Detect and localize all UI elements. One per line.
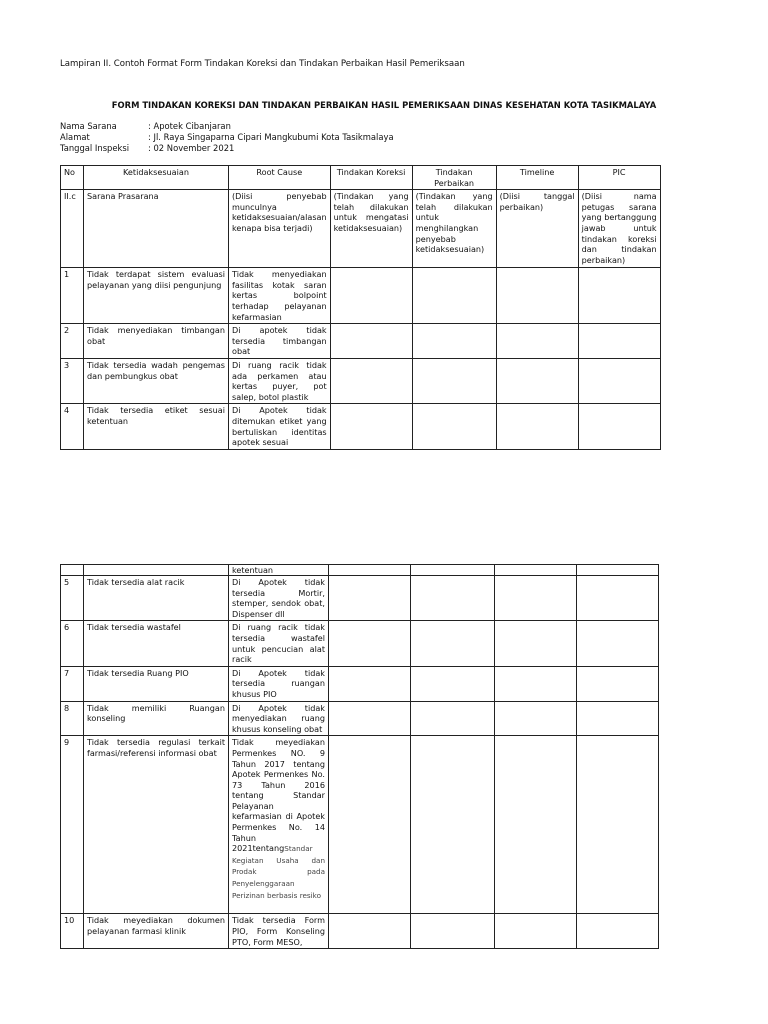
header-tindakan-koreksi: Tindakan Koreksi xyxy=(330,166,412,190)
cell-no: 9 xyxy=(61,736,84,914)
meta-value: : Jl. Raya Singaparna Cipari Mangkubumi Kota Tasikmalaya xyxy=(148,132,394,142)
cell-no xyxy=(61,565,84,576)
cell-perbaikan[interactable] xyxy=(411,666,495,701)
header-root-cause: Root Cause xyxy=(229,166,331,190)
cell-item: Tidak tersedia wadah pengemas dan pembungkus obat xyxy=(84,358,229,403)
cell-no: II.c xyxy=(61,190,84,268)
cell-pic[interactable] xyxy=(577,576,659,621)
cell-timeline[interactable] xyxy=(495,666,577,701)
table-row xyxy=(61,358,661,403)
cell-koreksi[interactable] xyxy=(330,268,412,324)
cell-no: 6 xyxy=(61,621,84,666)
table-row xyxy=(61,324,661,359)
table-row xyxy=(61,736,659,914)
cell-root-cause: Tidak menyediakan fasilitas kotak saran kertas bolpoint terhadap pelayanan kefarmasian xyxy=(229,268,331,324)
cell-perbaikan[interactable] xyxy=(412,268,496,324)
cell-timeline[interactable] xyxy=(496,324,578,359)
cell-item xyxy=(84,565,229,576)
cell-koreksi[interactable] xyxy=(329,666,411,701)
meta-row-alamat xyxy=(60,132,394,143)
cell-root-cause: (Diisi penyebab munculnya ketidaksesuaian/alasan kenapa bisa terjadi) xyxy=(229,190,331,268)
cell-no: 1 xyxy=(61,268,84,324)
cell-perbaikan[interactable] xyxy=(411,736,495,914)
findings-table-page1 xyxy=(60,165,661,450)
header-no: No xyxy=(61,166,84,190)
cell-root-cause xyxy=(229,736,329,914)
table-row xyxy=(61,576,659,621)
cell-item: Tidak tersedia alat racik xyxy=(84,576,229,621)
meta-value: : Apotek Cibanjaran xyxy=(148,121,231,131)
cell-koreksi[interactable] xyxy=(329,576,411,621)
cell-timeline[interactable] xyxy=(495,701,577,736)
table-row xyxy=(61,268,661,324)
cell-item: Tidak memiliki Ruangan konseling xyxy=(84,701,229,736)
cell-perbaikan[interactable] xyxy=(411,621,495,666)
cell-timeline[interactable] xyxy=(495,914,577,949)
table-row xyxy=(61,404,661,449)
cell-timeline[interactable] xyxy=(496,358,578,403)
meta-row-nama xyxy=(60,121,394,132)
cell-pic[interactable] xyxy=(577,666,659,701)
cell-perbaikan: (Tindakan yang telah dilakukan untuk menghilangkan penyebab ketidaksesuaian) xyxy=(412,190,496,268)
cell-item: Tidak tersedia wastafel xyxy=(84,621,229,666)
header-timeline: Timeline xyxy=(496,166,578,190)
cell-pic[interactable] xyxy=(577,914,659,949)
cell-koreksi[interactable] xyxy=(329,914,411,949)
cell-timeline[interactable] xyxy=(496,268,578,324)
cell-koreksi[interactable] xyxy=(329,565,411,576)
document-caption: Lampiran II. Contoh Format Form Tindakan Koreksi dan Tindakan Perbaikan Hasil Pemeriksaan xyxy=(60,59,465,69)
cell-root-cause: Tidak tersedia Form PIO, Form Konseling PTO, Form MESO, xyxy=(229,914,329,949)
cell-koreksi[interactable] xyxy=(329,736,411,914)
header-tindakan-perbaikan: Tindakan Perbaikan xyxy=(412,166,496,190)
cell-item: Tidak tersedia regulasi terkait farmasi/referensi informasi obat xyxy=(84,736,229,914)
cell-koreksi[interactable] xyxy=(329,701,411,736)
cell-perbaikan[interactable] xyxy=(411,576,495,621)
meta-key: Tanggal Inspeksi xyxy=(60,143,130,153)
cell-koreksi[interactable] xyxy=(330,324,412,359)
header-pic: PIC xyxy=(578,166,660,190)
cell-item: Tidak meyediakan dokumen pelayanan farmasi klinik xyxy=(84,914,229,949)
cell-pic[interactable] xyxy=(578,404,660,449)
meta-value: : 02 November 2021 xyxy=(148,143,235,153)
findings-table-page2 xyxy=(60,564,659,949)
cell-pic[interactable] xyxy=(577,701,659,736)
cell-timeline[interactable] xyxy=(495,576,577,621)
cell-no: 10 xyxy=(61,914,84,949)
cell-root-cause: Di Apotek tidak tersedia Mortir, stemper, sendok obat, Dispenser dll xyxy=(229,576,329,621)
root-cause-note: Standar Kegiatan Usaha dan Prodak pada Penyelenggaraan Perizinan berbasis resiko xyxy=(232,844,325,900)
cell-perbaikan[interactable] xyxy=(411,914,495,949)
cell-item: Tidak menyediakan timbangan obat xyxy=(84,324,229,359)
cell-timeline[interactable] xyxy=(496,404,578,449)
cell-koreksi: (Tindakan yang telah dilakukan untuk mengatasi ketidaksesuaian) xyxy=(330,190,412,268)
cell-no: 5 xyxy=(61,576,84,621)
document-title: FORM TINDAKAN KOREKSI DAN TINDAKAN PERBAIKAN HASIL PEMERIKSAAN DINAS KESEHATAN KOTA TASIKMALAYA xyxy=(111,100,657,110)
cell-item: Tidak tersedia Ruang PIO xyxy=(84,666,229,701)
cell-perbaikan[interactable] xyxy=(411,565,495,576)
cell-koreksi[interactable] xyxy=(330,358,412,403)
cell-pic[interactable] xyxy=(577,621,659,666)
cell-root-cause: Di Apotek tidak tersedia ruangan khusus PIO xyxy=(229,666,329,701)
cell-pic[interactable] xyxy=(578,358,660,403)
cell-perbaikan[interactable] xyxy=(412,404,496,449)
cell-perbaikan[interactable] xyxy=(411,701,495,736)
cell-root-cause: Di Apotek tidak menyediakan ruang khusus konseling obat xyxy=(229,701,329,736)
cell-pic[interactable] xyxy=(577,565,659,576)
table-header-row xyxy=(61,166,661,190)
table-row xyxy=(61,621,659,666)
cell-pic[interactable] xyxy=(577,736,659,914)
meta-key: Nama Sarana xyxy=(60,121,117,131)
cell-no: 7 xyxy=(61,666,84,701)
cell-perbaikan[interactable] xyxy=(412,358,496,403)
cell-timeline[interactable] xyxy=(495,565,577,576)
meta-row-tanggal xyxy=(60,143,394,154)
cell-no: 4 xyxy=(61,404,84,449)
root-cause-main: Tidak meyediakan Permenkes NO. 9 Tahun 2017 tentang Apotek Permenkes No. 73 Tahun 2016 tentang Standar Pelayanan kefarmasian di Apotek Permenkes No. 14 Tahun 2021tentang xyxy=(232,737,325,854)
cell-pic[interactable] xyxy=(578,324,660,359)
table-row xyxy=(61,666,659,701)
guide-row xyxy=(61,190,661,268)
cell-item: Sarana Prasarana xyxy=(84,190,229,268)
cell-koreksi[interactable] xyxy=(330,404,412,449)
meta-key: Alamat xyxy=(60,132,90,142)
cell-no: 8 xyxy=(61,701,84,736)
cell-koreksi[interactable] xyxy=(329,621,411,666)
cell-root-cause: ketentuan xyxy=(229,565,329,576)
table-row xyxy=(61,701,659,736)
cell-item: Tidak tersedia etiket sesuai ketentuan xyxy=(84,404,229,449)
cell-timeline[interactable] xyxy=(495,736,577,914)
cell-no: 3 xyxy=(61,358,84,403)
sarana-info xyxy=(60,121,394,154)
cell-root-cause: Di ruang racik tidak tersedia wastafel untuk pencucian alat racik xyxy=(229,621,329,666)
cell-pic[interactable] xyxy=(578,268,660,324)
cell-root-cause: Di Apotek tidak ditemukan etiket yang bertuliskan identitas apotek sesuai xyxy=(229,404,331,449)
cell-item: Tidak terdapat sistem evaluasi pelayanan yang diisi pengunjung xyxy=(84,268,229,324)
cell-timeline[interactable] xyxy=(495,621,577,666)
continuation-row xyxy=(61,565,659,576)
cell-perbaikan[interactable] xyxy=(412,324,496,359)
cell-no: 2 xyxy=(61,324,84,359)
table-row xyxy=(61,914,659,949)
cell-timeline: (Diisi tanggal perbaikan) xyxy=(496,190,578,268)
cell-root-cause: Di apotek tidak tersedia timbangan obat xyxy=(229,324,331,359)
cell-pic: (Diisi nama petugas sarana yang bertanggung jawab untuk tindakan koreksi dan tindakan perbaikan) xyxy=(578,190,660,268)
cell-root-cause: Di ruang racik tidak ada perkamen atau kertas puyer, pot salep, botol plastik xyxy=(229,358,331,403)
header-ketidaksesuaian: Ketidaksesuaian xyxy=(84,166,229,190)
